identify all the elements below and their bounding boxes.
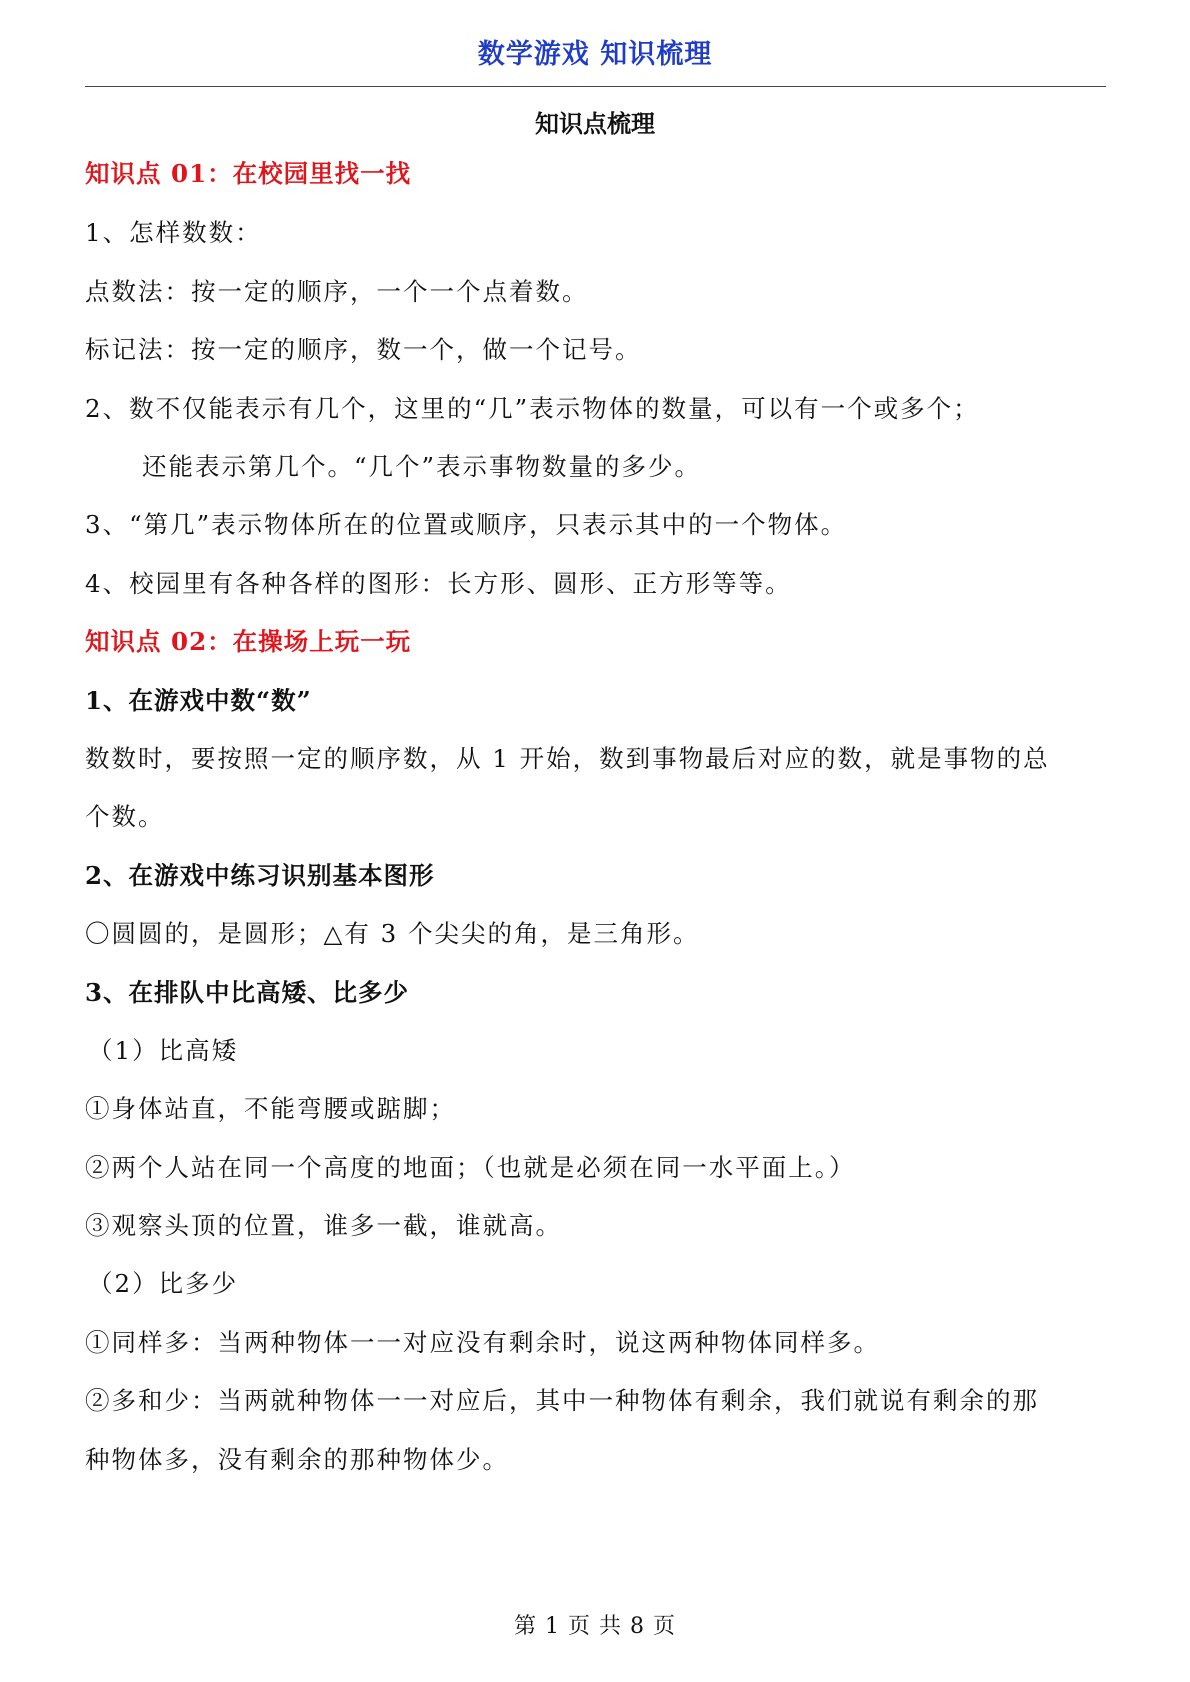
- header-title: 数学游戏 知识梳理: [477, 39, 713, 70]
- paragraph-line: （1）比高矮: [88, 1036, 239, 1065]
- paragraph-line: ②多和少：当两就种物体一一对应后，其中一种物体有剩余，我们就说有剩余的那: [85, 1386, 1039, 1415]
- paragraph-line: 1、怎样数数：: [85, 218, 262, 247]
- section-heading-01: 知识点 01：在校园里找一找: [85, 159, 412, 188]
- paragraph-line: （2）比多少: [88, 1269, 239, 1298]
- paragraph-line: 个数。: [85, 802, 165, 831]
- paragraph-line: ③观察头顶的位置，谁多一截，谁就高。: [85, 1211, 562, 1240]
- paragraph-line: 标记法：按一定的顺序，数一个，做一个记号。: [85, 335, 642, 364]
- paragraph-line: ①同样多：当两种物体一一对应没有剩余时，说这两种物体同样多。: [85, 1328, 880, 1357]
- paragraph-line: 〇圆圆的，是圆形；△有 3 个尖尖的角，是三角形。: [85, 919, 700, 948]
- paragraph-line: 种物体多，没有剩余的那种物体少。: [85, 1445, 509, 1474]
- paragraph-line: 4、校园里有各种各样的图形：长方形、圆形、正方形等等。: [85, 569, 792, 598]
- header-divider: [85, 86, 1106, 87]
- subheading: 3、在排队中比高矮、比多少: [85, 978, 410, 1007]
- subheading: 1、在游戏中数“数”: [85, 686, 312, 715]
- subheading: 2、在游戏中练习识别基本图形: [85, 861, 435, 890]
- paragraph-line: 还能表示第几个。“几个”表示事物数量的多少。: [142, 452, 702, 481]
- paragraph-line: 3、“第几”表示物体所在的位置或顺序，只表示其中的一个物体。: [85, 510, 848, 539]
- paragraph-line: ①身体站直，不能弯腰或踮脚；: [85, 1094, 456, 1123]
- paragraph-line: 2、数不仅能表示有几个，这里的“几”表示物体的数量，可以有一个或多个；: [85, 394, 980, 423]
- paragraph-line: ②两个人站在同一个高度的地面；（也就是必须在同一水平面上。）: [85, 1153, 856, 1182]
- page-footer: 第 1 页 共 8 页: [514, 1614, 676, 1639]
- paragraph-line: 点数法：按一定的顺序，一个一个点着数。: [85, 277, 589, 306]
- paragraph-line: 数数时，要按照一定的顺序数，从 1 开始，数到事物最后对应的数，就是事物的总: [85, 744, 1050, 773]
- section-heading-02: 知识点 02：在操场上玩一玩: [85, 627, 412, 656]
- document-title: 知识点梳理: [535, 109, 655, 138]
